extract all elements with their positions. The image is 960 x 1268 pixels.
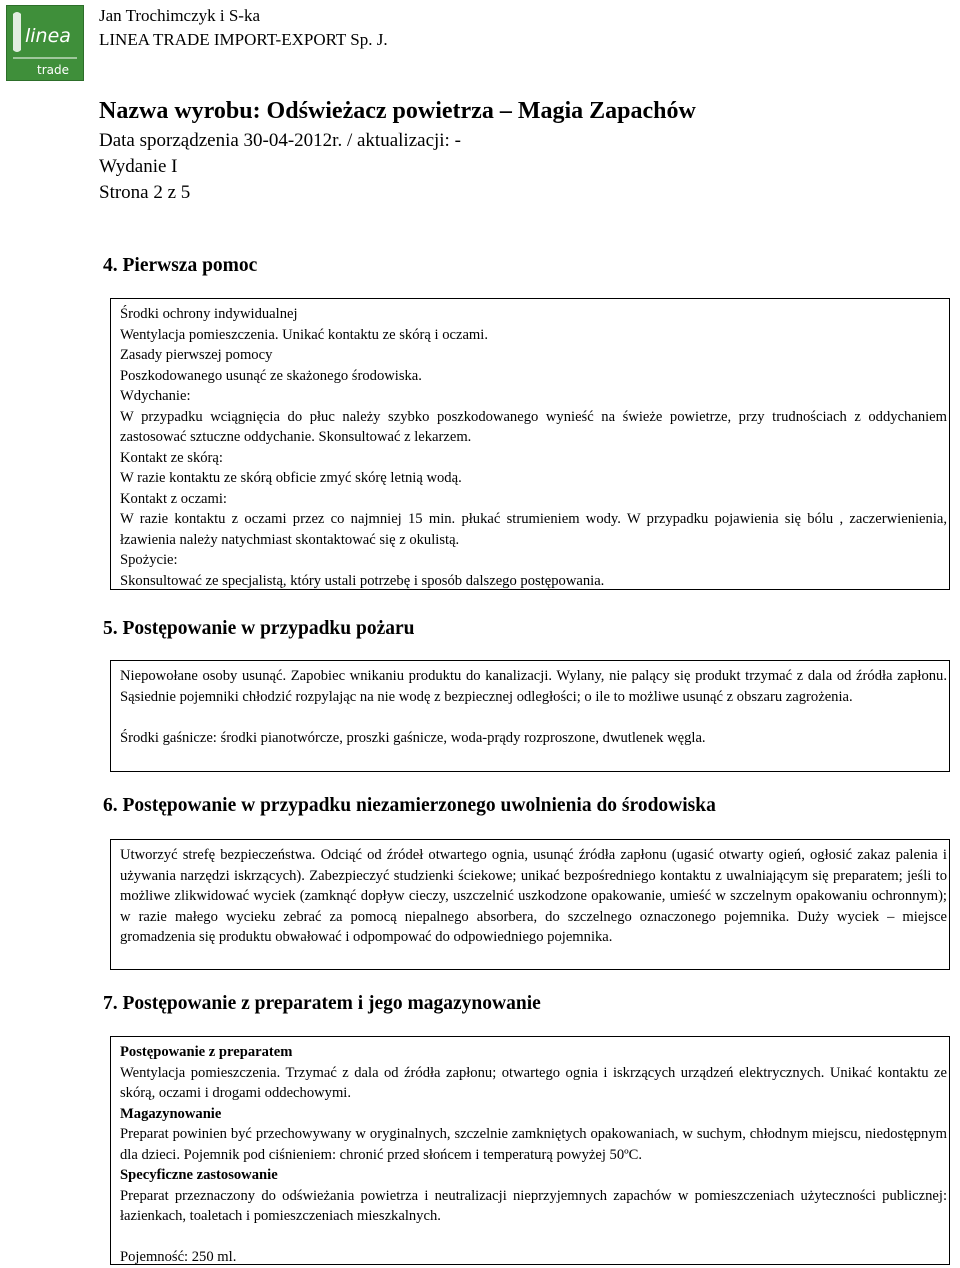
ingestion-text: Skonsultować ze specjalistą, który ustali potrzebę i sposób dalszego postępowania. <box>120 572 605 589</box>
first-aid-text: Poszkodowanego usunąć ze skażonego środowiska. <box>120 367 422 384</box>
section-4-box <box>110 298 950 590</box>
logo-graphic <box>7 6 83 80</box>
product-title: Nazwa wyrobu: Odświeżacz powietrza – Magia Zapachów <box>99 98 696 124</box>
company-block <box>99 4 388 52</box>
section-5-box <box>110 660 950 772</box>
page-number: Strona 2 z 5 <box>99 182 191 203</box>
specific-use-title: Specyficzne zastosowanie <box>120 1167 278 1183</box>
storage-title: Magazynowanie <box>120 1105 222 1122</box>
ppe-title: Środki ochrony indywidualnej <box>120 306 298 322</box>
section-6-box <box>110 839 950 970</box>
date-line: Data sporządzenia 30-04-2012r. / aktualizacji: - <box>99 130 461 151</box>
logo-brand-text: linea <box>25 25 71 47</box>
storage-text: Preparat powinien być przechowywany w oryginalnych, szczelnie zamkniętych opakowaniach, w suchym, chłodnym miejscu, niedostępnym dla dzieci. Pojemnik pod ciśnieniem: chronić przed słońcem i temperaturą powyżej 50ºC. <box>120 1126 947 1163</box>
skin-contact-text: W razie kontaktu ze skórą obficie zmyć skórę letnią wodą. <box>120 470 462 486</box>
skin-contact-title: Kontakt ze skórą: <box>120 449 223 466</box>
company-logo <box>6 5 84 81</box>
extinguishing-media-text: Środki gaśnicze: środki pianotwórcze, proszki gaśnicze, woda-prądy rozproszone, dwutlenek węgla. <box>120 729 706 746</box>
fire-measures-text: Niepowołane osoby usunąć. Zapobiec wnikaniu produktu do kanalizacji. Wylany, nie palący się produkt trzymać z dala od źródła zapłonu. Sąsiednie pojemniki chłodzić rozpylając na nie wodę z bezpiecznej odległości; o ile to możliwe usunąć z obszaru zagrożenia. <box>120 668 947 705</box>
inhalation-text: W przypadku wciągnięcia do płuc należy szybko poszkodowanego wynieść na świeże powietrze, przy trudnościach z oddychaniem zastosować sztuczne oddychanie. Skonsultować z lekarzem. <box>120 408 947 445</box>
section-5-heading: 5. Postępowanie w przypadku pożaru <box>103 618 415 639</box>
document-meta <box>99 128 461 206</box>
company-legal-name: LINEA TRADE IMPORT-EXPORT Sp. J. <box>99 30 388 49</box>
section-6-heading: 6. Postępowanie w przypadku niezamierzonego uwolnienia do środowiska <box>103 795 716 816</box>
ingestion-title: Spożycie: <box>120 552 178 568</box>
eye-contact-title: Kontakt z oczami: <box>120 490 227 507</box>
section-7-heading: 7. Postępowanie z preparatem i jego magazynowanie <box>103 993 541 1014</box>
section-4-heading: 4. Pierwsza pomoc <box>103 255 258 276</box>
accidental-release-text: Utworzyć strefę bezpieczeństwa. Odciąć od źródeł otwartego ognia, usunąć źródła zapłonu (ugasić otwarty ogień, ogłosić zakaz palenia i używania narzędzi iskrzących). Zabezpieczyć studzienki ściekowe; unikać bezpośredniego kontaktu z uwalniającym się preparatem; jeśli to możliwe zlikwidować wyciek (zamknąć dopływ cieczy, uszczelnić uszkodzone opakowanie, umieść w szczelnym opakowaniu ochronnym); w razie małego wycieku zebrać za pomocą niepalnego absorbera, do szczelnego oznaczonego pojemnika. Duży wyciek – miejsce gromadzenia się produktu obwałować i odpompować do odpowiedniego pojemnika. <box>120 847 947 945</box>
capacity-text: Pojemność: 250 ml. <box>120 1249 237 1265</box>
first-aid-title: Zasady pierwszej pomocy <box>120 347 273 363</box>
handling-text: Wentylacja pomieszczenia. Trzymać z dala od źródła zapłonu; otwartego ognia i iskrzących urządzeń elektrycznych. Unikać kontaktu ze skórą, oczami i drogami oddechowymi. <box>120 1064 947 1101</box>
inhalation-title: Wdychanie: <box>120 388 191 404</box>
handling-title: Postępowanie z preparatem <box>120 1044 293 1060</box>
edition: Wydanie I <box>99 156 178 177</box>
ppe-text: Wentylacja pomieszczenia. Unikać kontaktu ze skórą i oczami. <box>120 326 488 343</box>
specific-use-text: Preparat przeznaczony do odświeżania powietrza i neutralizacji nieprzyjemnych zapachów w pomieszczeniach użyteczności publicznej: łazienkach, toaletach i pomieszczeniach mieszkalnych. <box>120 1187 947 1224</box>
company-name: Jan Trochimczyk i S-ka <box>99 6 261 25</box>
section-7-box <box>110 1036 950 1265</box>
eye-contact-text: W razie kontaktu z oczami przez co najmniej 15 min. płukać strumieniem wody. W przypadku pojawienia się bólu , zaczerwienienia, łzawienia należy natychmiast skontaktować się z okulistą. <box>120 511 947 548</box>
logo-sub-text: trade <box>37 63 69 77</box>
